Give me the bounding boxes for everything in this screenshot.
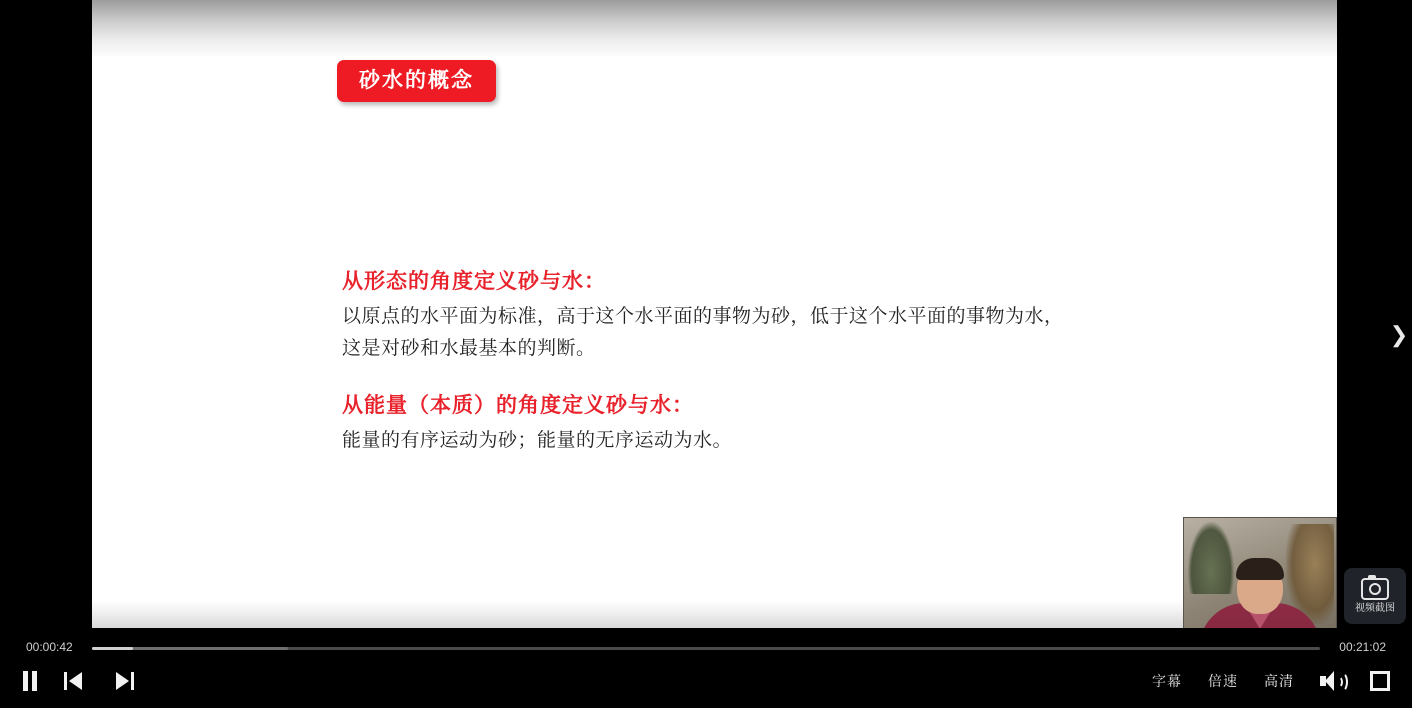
total-time: 00:21:02 bbox=[1339, 640, 1386, 654]
slide-section-2 bbox=[342, 392, 1242, 457]
section-1-body: 以原点的水平面为标准，高于这个水平面的事物为砂，低于这个水平面的事物为水，这是对砂和水最基本的判断。 bbox=[342, 306, 1064, 359]
slide-section-1 bbox=[342, 268, 1242, 364]
volume-button[interactable] bbox=[1320, 666, 1344, 696]
fullscreen-button[interactable] bbox=[1370, 666, 1390, 696]
player-controls bbox=[0, 628, 1412, 708]
section-1-heading: 从形态的角度定义砂与水： bbox=[342, 270, 606, 293]
section-2-body: 能量的有序运动为砂；能量的无序运动为水。 bbox=[342, 430, 733, 452]
progress-area bbox=[0, 638, 1412, 662]
video-stage[interactable] bbox=[92, 0, 1337, 628]
expand-panel-button[interactable]: ❯ bbox=[1389, 322, 1409, 347]
plant-decoration bbox=[1188, 522, 1234, 594]
section-2-heading: 从能量（本质）的角度定义砂与水： bbox=[342, 394, 694, 417]
video-snapshot-label: 视频截图 bbox=[1355, 603, 1395, 614]
presenter-hair bbox=[1236, 558, 1284, 580]
playback-speed-button[interactable]: 倍速 bbox=[1208, 673, 1238, 689]
right-controls bbox=[1152, 666, 1390, 696]
pause-button[interactable] bbox=[22, 666, 38, 696]
subtitles-button[interactable]: 字幕 bbox=[1152, 673, 1182, 689]
slide-bottom-gradient bbox=[92, 600, 1337, 628]
current-time: 00:00:42 bbox=[26, 640, 73, 654]
previous-episode-button[interactable] bbox=[64, 666, 86, 696]
slide-top-gradient bbox=[92, 0, 1337, 56]
played-range bbox=[92, 647, 133, 650]
progress-bar[interactable] bbox=[92, 647, 1320, 650]
video-snapshot-button[interactable] bbox=[1344, 568, 1406, 624]
camera-icon bbox=[1361, 578, 1389, 600]
fullscreen-icon bbox=[1370, 671, 1390, 691]
volume-icon bbox=[1320, 671, 1344, 691]
next-episode-icon bbox=[112, 672, 134, 690]
next-episode-button[interactable] bbox=[112, 666, 134, 696]
left-controls bbox=[22, 666, 134, 696]
quality-button[interactable]: 高清 bbox=[1264, 673, 1294, 689]
previous-episode-icon bbox=[64, 672, 86, 690]
slide-title-chip: 砂水的概念 bbox=[337, 60, 496, 102]
pause-icon bbox=[22, 671, 38, 691]
